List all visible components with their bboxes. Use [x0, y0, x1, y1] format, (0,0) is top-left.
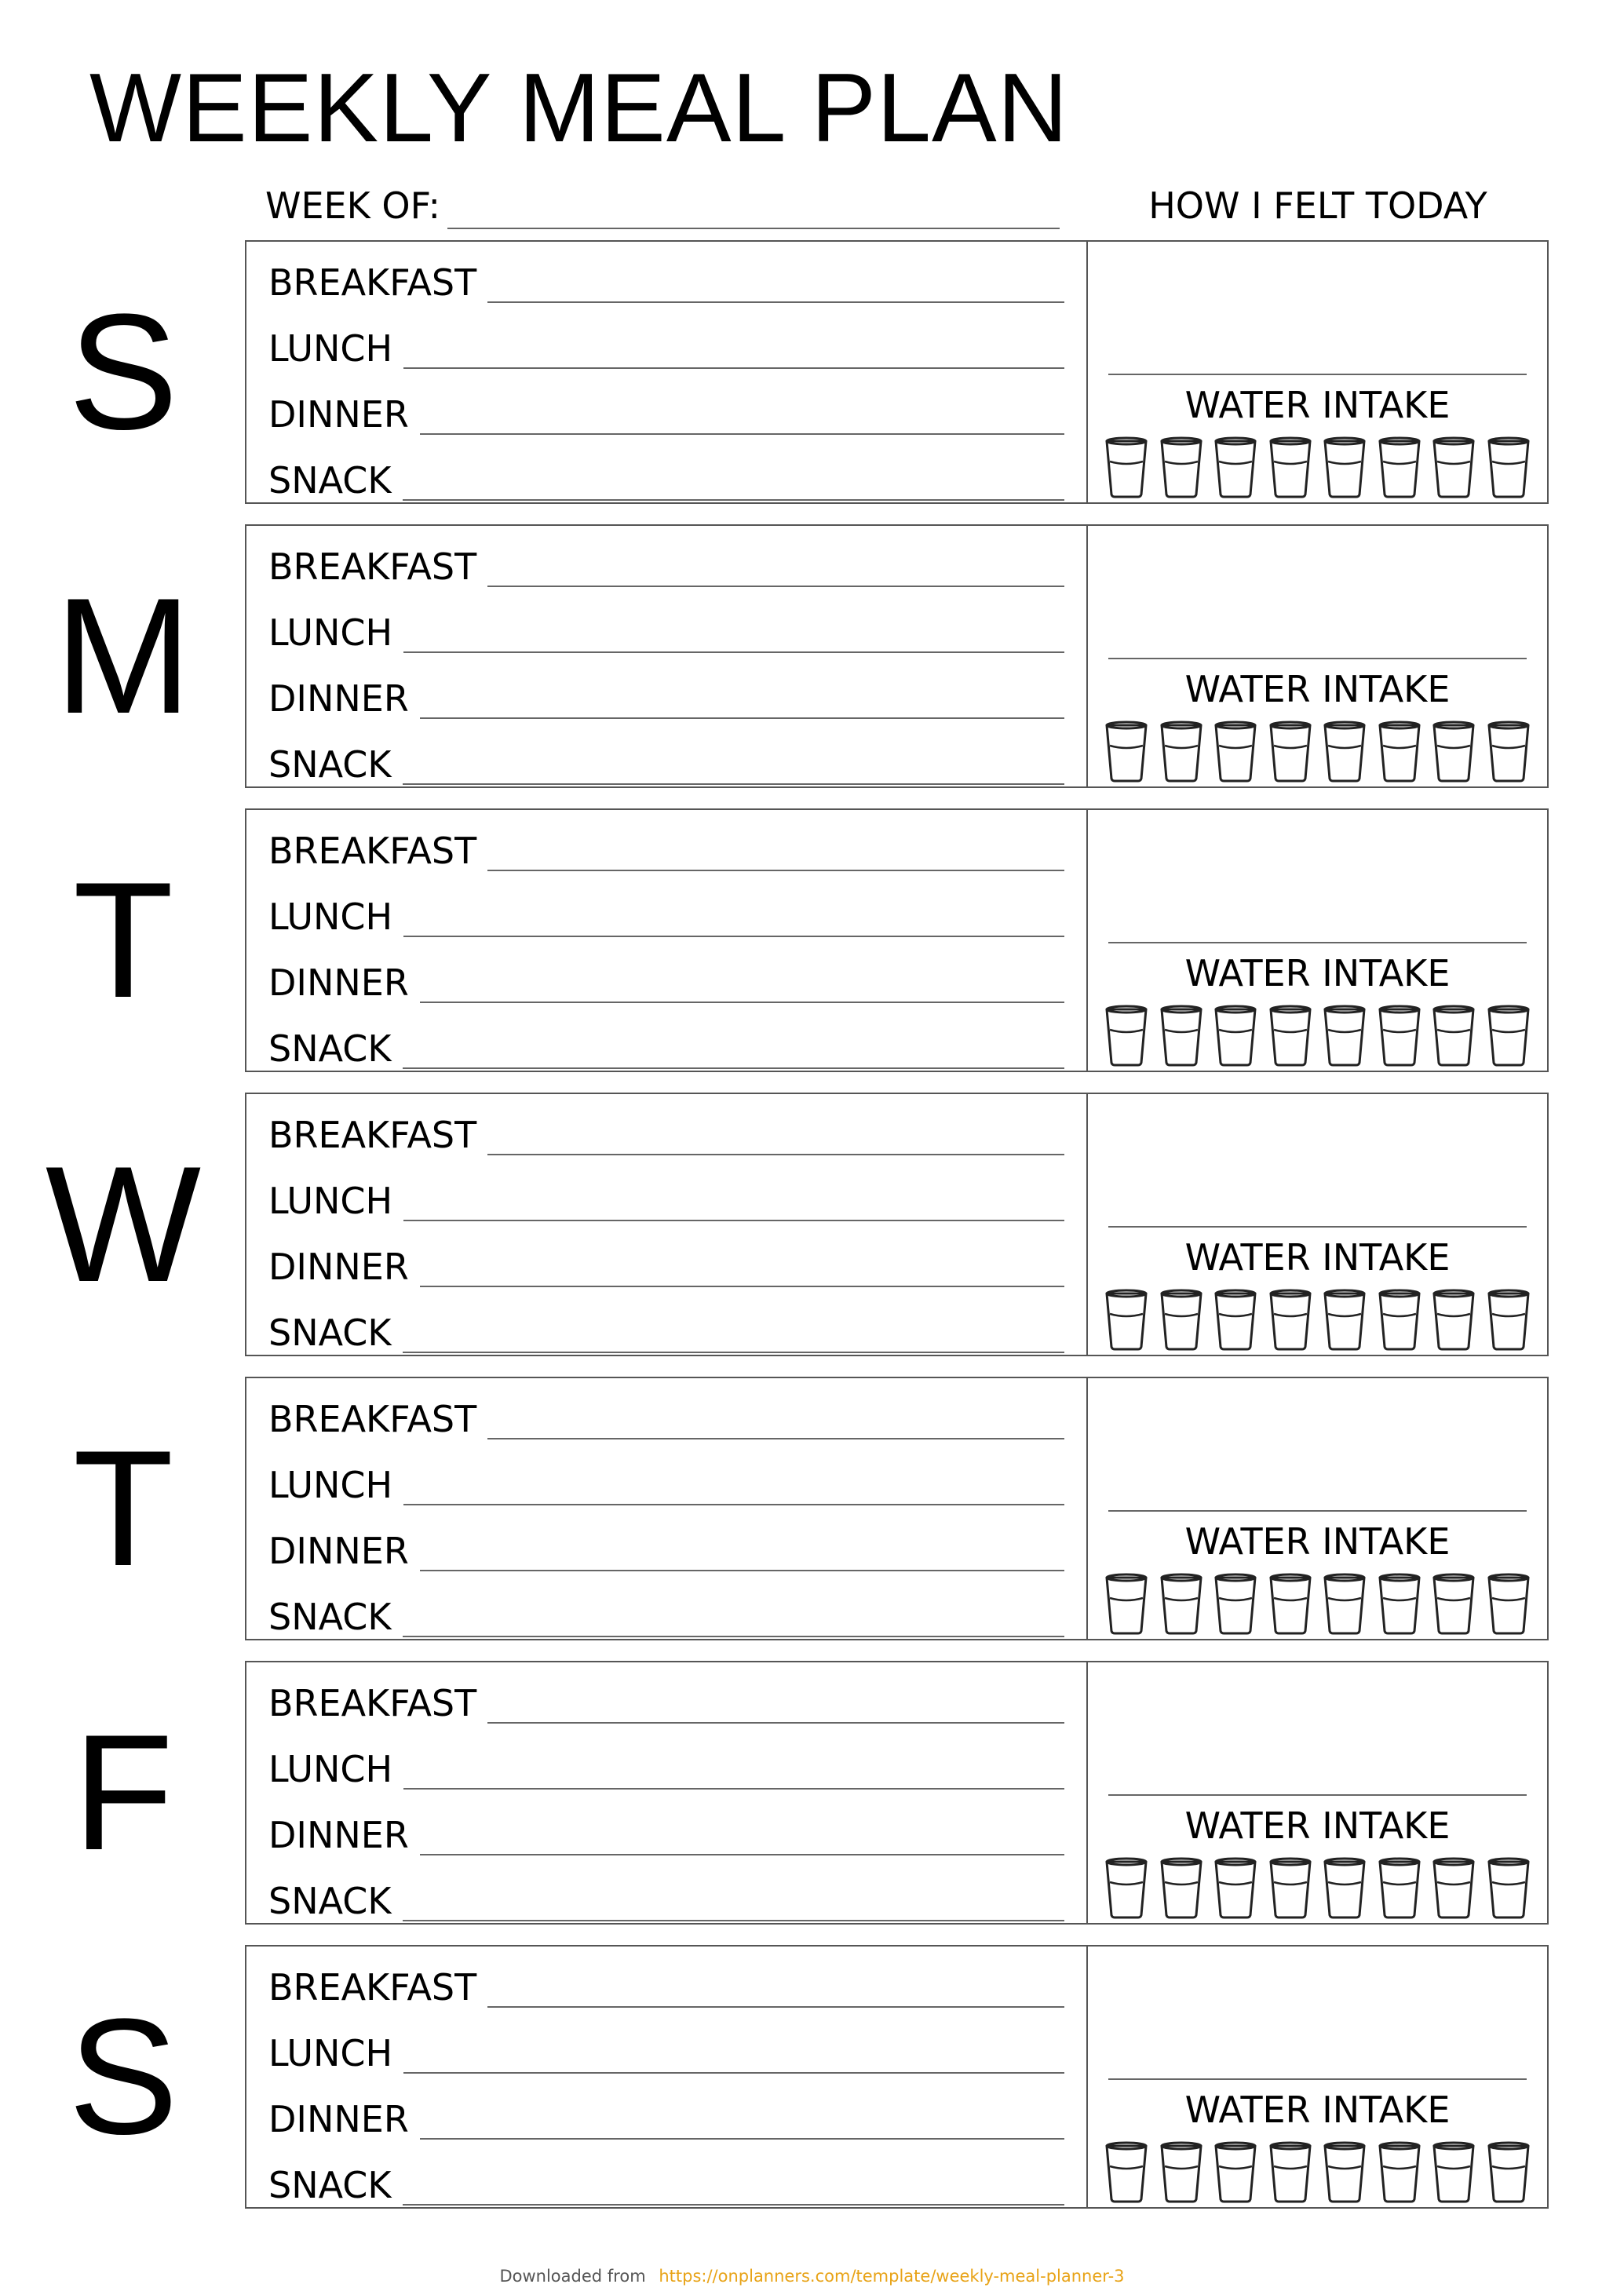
water-glass-icon[interactable] — [1486, 1005, 1531, 1067]
meal-entry-line[interactable] — [403, 2072, 1064, 2074]
meal-label: DINNER — [268, 2098, 409, 2140]
meal-entry-line[interactable] — [487, 1722, 1064, 1724]
meal-entry-line[interactable] — [420, 2138, 1064, 2140]
meal-label: DINNER — [268, 1814, 409, 1856]
water-glass-icon[interactable] — [1431, 721, 1476, 783]
meal-row — [268, 1870, 1064, 1925]
meal-row — [268, 317, 1064, 372]
meal-entry-line[interactable] — [403, 1067, 1064, 1069]
water-glass-icon[interactable] — [1213, 1573, 1258, 1636]
water-glass-icon[interactable] — [1486, 1573, 1531, 1636]
meals-section — [246, 1947, 1088, 2207]
page-title: WEEKLY MEAL PLAN — [89, 54, 1069, 162]
meal-label: LUNCH — [268, 2032, 393, 2074]
meal-entry-line[interactable] — [403, 1788, 1064, 1790]
meal-label: LUNCH — [268, 327, 393, 370]
water-glass-icon[interactable] — [1431, 2141, 1476, 2204]
meal-entry-line[interactable] — [487, 586, 1064, 587]
meal-label: LUNCH — [268, 1464, 393, 1506]
water-glass-icon[interactable] — [1159, 1289, 1204, 1352]
meal-row — [268, 383, 1064, 438]
day-block — [54, 524, 1549, 788]
day-block — [68, 1945, 1549, 2209]
meal-label: BREAKFAST — [268, 830, 477, 872]
meal-label: BREAKFAST — [268, 261, 477, 304]
meal-entry-line[interactable] — [403, 2204, 1064, 2206]
meal-entry-line[interactable] — [403, 1920, 1064, 1921]
meal-row — [268, 2154, 1064, 2209]
water-glass-icon[interactable] — [1486, 2141, 1531, 2204]
water-glass-icon[interactable] — [1377, 1005, 1422, 1067]
meal-label: SNACK — [268, 743, 392, 786]
water-glass-icon[interactable] — [1377, 2141, 1422, 2204]
meal-row — [268, 1454, 1064, 1509]
water-glasses — [1104, 721, 1531, 783]
water-glass-icon[interactable] — [1104, 1573, 1149, 1636]
meal-label: SNACK — [268, 1027, 392, 1070]
water-glass-icon[interactable] — [1486, 1857, 1531, 1920]
meal-entry-line[interactable] — [420, 1570, 1064, 1571]
meal-row — [268, 885, 1064, 940]
water-glass-icon[interactable] — [1322, 2141, 1367, 2204]
day-block — [68, 240, 1549, 504]
meal-label: BREAKFAST — [268, 1398, 477, 1440]
meal-entry-line[interactable] — [420, 717, 1064, 719]
meal-entry-line[interactable] — [420, 1854, 1064, 1855]
meal-row — [268, 2022, 1064, 2077]
meal-label: SNACK — [268, 2164, 392, 2206]
water-intake-label: WATER INTAKE — [1184, 1520, 1451, 1563]
water-glass-icon[interactable] — [1322, 1573, 1367, 1636]
meal-label: BREAKFAST — [268, 1114, 477, 1156]
meals-section — [246, 242, 1088, 502]
water-glass-icon[interactable] — [1431, 1005, 1476, 1067]
how-i-felt-line[interactable] — [1108, 1510, 1527, 1512]
meal-row — [268, 1301, 1064, 1356]
how-i-felt-line[interactable] — [1108, 942, 1527, 943]
how-i-felt-label: HOW I FELT TODAY — [1148, 184, 1487, 227]
water-glass-icon[interactable] — [1431, 1573, 1476, 1636]
meal-label: LUNCH — [268, 1748, 393, 1790]
meal-row — [268, 819, 1064, 874]
water-intake-label: WATER INTAKE — [1184, 1236, 1451, 1279]
day-letter: W — [45, 1132, 202, 1316]
day-block — [45, 1093, 1549, 1356]
water-glass-icon[interactable] — [1104, 2141, 1149, 2204]
water-glass-icon[interactable] — [1486, 436, 1531, 499]
meal-row — [268, 1804, 1064, 1859]
meal-row — [268, 1104, 1064, 1158]
day-block — [72, 1377, 1549, 1640]
water-glass-icon[interactable] — [1104, 436, 1149, 499]
meal-entry-line[interactable] — [487, 1154, 1064, 1155]
meal-row — [268, 1956, 1064, 2011]
water-glass-icon[interactable] — [1268, 2141, 1313, 2204]
water-glass-icon[interactable] — [1322, 436, 1367, 499]
water-glass-icon[interactable] — [1268, 1289, 1313, 1352]
water-glass-icon[interactable] — [1213, 436, 1258, 499]
meal-label: DINNER — [268, 961, 409, 1004]
water-glass-icon[interactable] — [1322, 1857, 1367, 1920]
water-glass-icon[interactable] — [1431, 436, 1476, 499]
meal-entry-line[interactable] — [420, 433, 1064, 435]
meal-label: BREAKFAST — [268, 1966, 477, 2009]
water-glass-icon[interactable] — [1268, 1005, 1313, 1067]
water-glass-icon[interactable] — [1159, 2141, 1204, 2204]
how-i-felt-line[interactable] — [1108, 658, 1527, 659]
water-glass-icon[interactable] — [1159, 1573, 1204, 1636]
water-glass-icon[interactable] — [1322, 1289, 1367, 1352]
week-of-row — [265, 182, 1060, 232]
day-letter: S — [68, 279, 179, 464]
meal-entry-line[interactable] — [420, 1002, 1064, 1003]
water-glasses — [1104, 1005, 1531, 1067]
meals-section — [246, 1094, 1088, 1355]
water-glass-icon[interactable] — [1268, 1857, 1313, 1920]
water-glass-icon[interactable] — [1104, 1857, 1149, 1920]
meal-row — [268, 1235, 1064, 1290]
water-glass-icon[interactable] — [1268, 1573, 1313, 1636]
water-glass-icon[interactable] — [1213, 1289, 1258, 1352]
meal-row — [268, 1520, 1064, 1574]
water-intake-label: WATER INTAKE — [1184, 384, 1451, 426]
water-glasses — [1104, 436, 1531, 499]
footer — [0, 2267, 1624, 2286]
water-glass-icon[interactable] — [1486, 721, 1531, 783]
meal-row — [268, 535, 1064, 590]
meal-entry-line[interactable] — [403, 651, 1064, 653]
how-i-felt-section — [1088, 1094, 1547, 1355]
water-intake-label: WATER INTAKE — [1184, 668, 1451, 710]
meal-label: DINNER — [268, 1246, 409, 1288]
meal-entry-line[interactable] — [403, 936, 1064, 937]
day-letter: F — [72, 1700, 174, 1885]
meals-section — [246, 810, 1088, 1071]
water-glass-icon[interactable] — [1104, 1289, 1149, 1352]
water-glass-icon[interactable] — [1159, 1005, 1204, 1067]
how-i-felt-line[interactable] — [1108, 1226, 1527, 1228]
meal-label: SNACK — [268, 1596, 392, 1638]
how-i-felt-section — [1088, 1662, 1547, 1923]
meal-label: LUNCH — [268, 896, 393, 938]
water-glasses — [1104, 1857, 1531, 1920]
day-block — [72, 1661, 1549, 1925]
meal-label: DINNER — [268, 393, 409, 436]
water-glass-icon[interactable] — [1431, 1857, 1476, 1920]
meal-label: DINNER — [268, 677, 409, 720]
day-letter: M — [54, 564, 192, 748]
meal-entry-line[interactable] — [403, 1636, 1064, 1637]
meal-row — [268, 1388, 1064, 1443]
meal-row — [268, 1738, 1064, 1793]
water-glass-icon[interactable] — [1159, 1857, 1204, 1920]
water-intake-label: WATER INTAKE — [1184, 952, 1451, 994]
how-i-felt-section — [1088, 526, 1547, 786]
week-of-label: WEEK OF: — [265, 184, 440, 227]
meal-entry-line[interactable] — [403, 783, 1064, 785]
meal-entry-line[interactable] — [403, 1220, 1064, 1221]
meal-row — [268, 1017, 1064, 1072]
meal-entry-line[interactable] — [420, 1286, 1064, 1287]
meal-entry-line[interactable] — [403, 499, 1064, 501]
meal-entry-line[interactable] — [487, 2006, 1064, 2008]
how-i-felt-section — [1088, 242, 1547, 502]
water-glass-icon[interactable] — [1486, 1289, 1531, 1352]
how-i-felt-line[interactable] — [1108, 1794, 1527, 1796]
meal-row — [268, 2088, 1064, 2143]
how-i-felt-line[interactable] — [1108, 2078, 1527, 2080]
water-glasses — [1104, 1573, 1531, 1636]
water-glass-icon[interactable] — [1377, 1857, 1422, 1920]
meal-entry-line[interactable] — [487, 870, 1064, 871]
footer-link[interactable]: https://onplanners.com/template/weekly-meal-planner-3 — [659, 2267, 1125, 2286]
day-letter: S — [68, 1984, 179, 2169]
meals-section — [246, 1662, 1088, 1923]
water-glass-icon[interactable] — [1268, 721, 1313, 783]
water-glass-icon[interactable] — [1213, 1005, 1258, 1067]
meal-label: SNACK — [268, 459, 392, 502]
water-glasses — [1104, 2141, 1531, 2204]
day-letter: T — [72, 1416, 174, 1600]
water-glass-icon[interactable] — [1322, 721, 1367, 783]
how-i-felt-line[interactable] — [1108, 374, 1527, 375]
water-glass-icon[interactable] — [1377, 1573, 1422, 1636]
water-intake-label: WATER INTAKE — [1184, 2089, 1451, 2131]
water-glass-icon[interactable] — [1377, 721, 1422, 783]
meal-row — [268, 951, 1064, 1006]
meal-label: DINNER — [268, 1530, 409, 1572]
water-glasses — [1104, 1289, 1531, 1352]
meal-row — [268, 733, 1064, 788]
water-glass-icon[interactable] — [1213, 721, 1258, 783]
meal-label: SNACK — [268, 1312, 392, 1354]
day-block — [72, 808, 1549, 1072]
how-i-felt-section — [1088, 1947, 1547, 2207]
meal-label: BREAKFAST — [268, 1682, 477, 1724]
meal-row — [268, 601, 1064, 656]
water-glass-icon[interactable] — [1159, 721, 1204, 783]
water-glass-icon[interactable] — [1377, 1289, 1422, 1352]
meal-row — [268, 449, 1064, 504]
water-glass-icon[interactable] — [1213, 2141, 1258, 2204]
water-glass-icon[interactable] — [1377, 436, 1422, 499]
day-letter: T — [72, 848, 174, 1032]
meal-label: LUNCH — [268, 611, 393, 654]
water-glass-icon[interactable] — [1213, 1857, 1258, 1920]
meals-section — [246, 526, 1088, 786]
meal-entry-line[interactable] — [487, 301, 1064, 303]
meals-section — [246, 1378, 1088, 1639]
footer-prefix: Downloaded from — [499, 2267, 646, 2286]
meal-row — [268, 1672, 1064, 1727]
meal-entry-line[interactable] — [403, 1504, 1064, 1505]
water-intake-label: WATER INTAKE — [1184, 1804, 1451, 1847]
meal-label: LUNCH — [268, 1180, 393, 1222]
meal-entry-line[interactable] — [403, 1352, 1064, 1353]
how-i-felt-section — [1088, 1378, 1547, 1639]
meal-row — [268, 667, 1064, 722]
meal-row — [268, 1585, 1064, 1640]
meal-row — [268, 251, 1064, 306]
week-of-field[interactable] — [447, 228, 1060, 229]
water-glass-icon[interactable] — [1322, 1005, 1367, 1067]
meal-label: BREAKFAST — [268, 545, 477, 588]
meal-row — [268, 1169, 1064, 1224]
water-glass-icon[interactable] — [1268, 436, 1313, 499]
water-glass-icon[interactable] — [1104, 721, 1149, 783]
how-i-felt-section — [1088, 810, 1547, 1071]
meal-label: SNACK — [268, 1880, 392, 1922]
water-glass-icon[interactable] — [1159, 436, 1204, 499]
water-glass-icon[interactable] — [1104, 1005, 1149, 1067]
water-glass-icon[interactable] — [1431, 1289, 1476, 1352]
meal-entry-line[interactable] — [403, 367, 1064, 369]
meal-entry-line[interactable] — [487, 1438, 1064, 1439]
